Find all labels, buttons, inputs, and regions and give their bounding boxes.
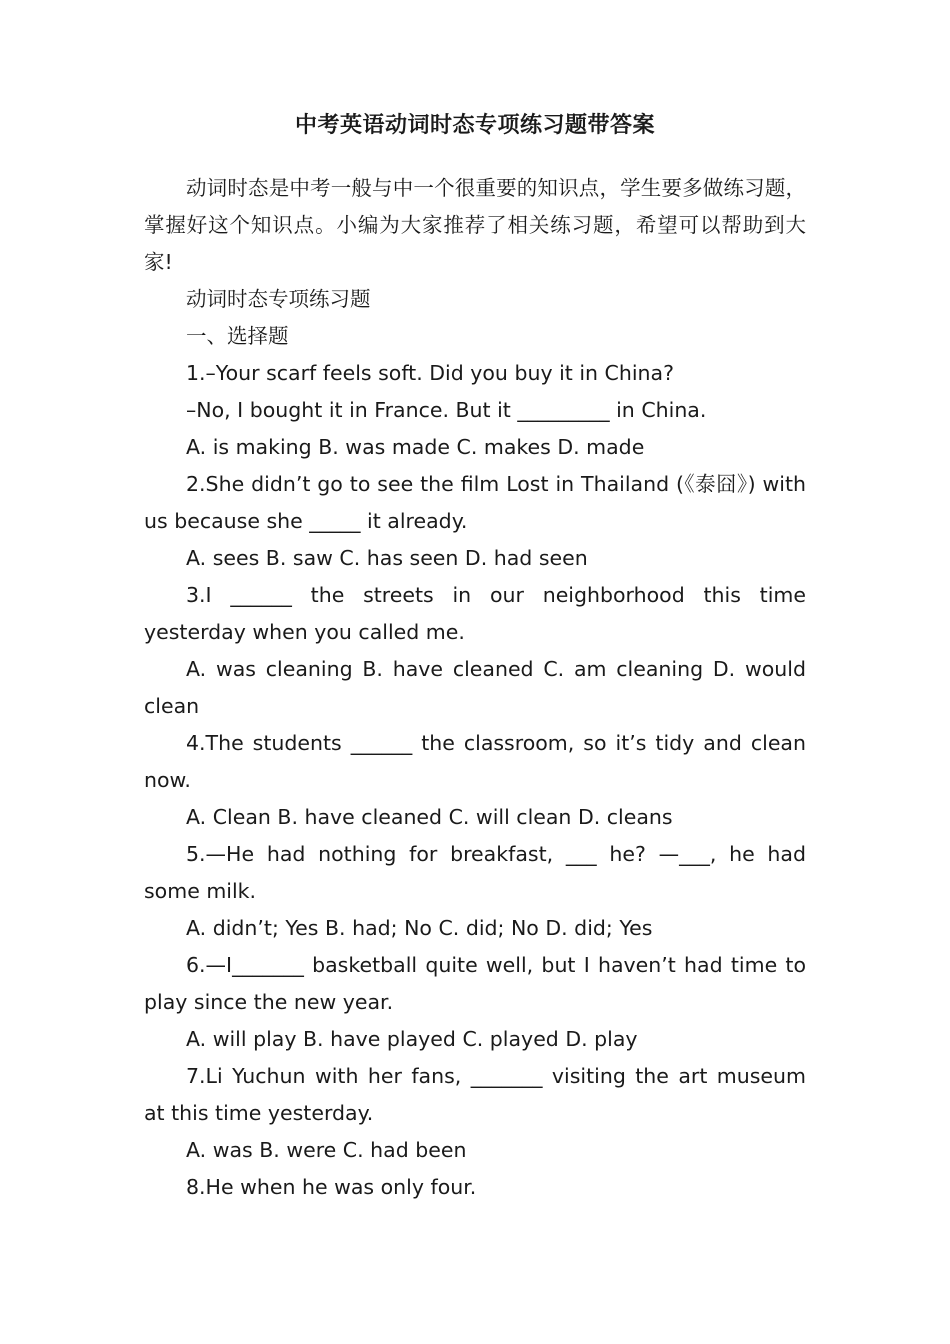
question-3: 3.I ______ the streets in our neighborhood this time yesterday when you called me.: [144, 583, 806, 644]
section-heading: 动词时态专项练习题: [186, 287, 371, 311]
question-1-options: A. is making B. was made C. makes D. made: [186, 435, 645, 459]
question-2-options: A. sees B. saw C. has seen D. had seen: [186, 546, 588, 570]
document-title: 中考英语动词时态专项练习题带答案: [294, 113, 655, 138]
subsection-heading: 一、选择题: [186, 324, 289, 348]
question-4: 4.The students ______ the classroom, so it’s tidy and clean now.: [144, 731, 806, 792]
question-1-continued: –No, I bought it in France. But it _________ in China.: [186, 398, 707, 422]
question-1: 1.–Your scarf feels soft. Did you buy it in China?: [186, 361, 674, 385]
question-6: 6.—I_______ basketball quite well, but I haven’t had time to play since the new year.: [144, 953, 806, 1014]
question-2: 2.She didn’t go to see the film Lost in Thailand (《泰囧》) with us because she _____ it already.: [144, 472, 806, 533]
question-3-options: A. was cleaning B. have cleaned C. am cleaning D. would clean: [144, 657, 806, 718]
intro-paragraph: 动词时态是中考一般与中一个很重要的知识点，学生要多做练习题，掌握好这个知识点。小编为大家推荐了相关练习题，希望可以帮助到大家!: [144, 176, 806, 274]
question-4-options: A. Clean B. have cleaned C. will clean D. cleans: [186, 805, 673, 829]
question-7-options: A. was B. were C. had been: [186, 1138, 467, 1162]
question-5-options: A. didn’t; Yes B. had; No C. did; No D. did; Yes: [186, 916, 653, 940]
document-body: [144, 170, 806, 1206]
question-6-options: A. will play B. have played C. played D. play: [186, 1027, 638, 1051]
question-5: 5.—He had nothing for breakfast, ___ he? —___, he had some milk.: [144, 842, 806, 903]
question-8: 8.He when he was only four.: [186, 1175, 477, 1199]
question-7: 7.Li Yuchun with her fans, _______ visiting the art museum at this time yesterday.: [144, 1064, 806, 1125]
